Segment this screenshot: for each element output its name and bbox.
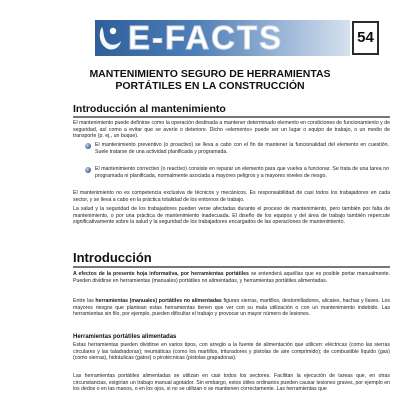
bold-term: herramientas (manuales) portátiles no alimentadas (95, 298, 222, 304)
section-divider (73, 266, 390, 268)
paragraph: La salud y la seguridad de los trabajadores pueden verse afectadas durante el proceso de mantenimiento, pero también por falta de mantenimiento, o por una práctica de mantenimiento inadecuada. El diseño de los equipos y del área de trabajo también repercute significativamente sobre la salud y la seguridad de los trabajadores encargados de las operaciones de mantenimiento. (73, 206, 390, 226)
paragraph (73, 298, 390, 326)
list-item-text: El mantenimiento preventivo (o proactivo) se lleva a cabo con el fin de mantener la funcionalidad del elemento en cuestión. Suele tratarse de una actividad planificada y programada. (95, 142, 389, 155)
title-line-1: MANTENIMIENTO SEGURO DE HERRAMIENTAS (89, 68, 331, 80)
paragraph-text: se entenderá aquéllas que es posible portar manualmente. Pueden dividirse en herramientas (manuales) portátiles no alimentadas, y herramientas portátiles alimentadas. (73, 271, 390, 284)
bullet-icon (85, 167, 91, 173)
section-divider (73, 116, 390, 118)
paragraph: Estas herramientas pueden dividirse en varios tipos, con arreglo a la fuente de alimentación que utilicen: eléctricas (como las sierras circulares y las taladradoras); neumáticas (como los martillos, trituradores y pistolas de aire comprimido); de combustible líquido (gas) (como sierras), hidráulicas (gatos) o pirotécnicas (pistolas grapadoras). (73, 342, 390, 362)
paragraph-text: Entre las (73, 298, 96, 304)
paragraph: El mantenimiento puede definirse como la operación destinada a mantener determinado elemento en condiciones de funcionamiento y de seguridad, así como a evitar que se averíe o deteriore. Dicho «elemento» puede ser un lugar o equipo de trabajo, o un medio de transporte (p. ej., un buque). (73, 120, 390, 140)
list-item (85, 166, 389, 187)
paragraph: Las herramientas portátiles alimentadas se utilizan en casi todos los sectores. Facilitan la ejecución de tareas que, en otras circunstancias, exigirían un trabajo manual agotador. Sin embargo, estos útiles ordinarios pueden causar lesiones graves, por ejemplo en los dedos o en las manos, o en los ojos, si no se utilizan o se mantienen correctamente. Las herramientas que (73, 373, 390, 393)
paragraph: El mantenimiento no es competencia exclusiva de técnicos y mecánicos. Es responsabilidad de casi todos los trabajadores en cada sector, y se lleva a cabo en la práctica totalidad de los entornos de trabajo. (73, 190, 390, 203)
section-heading-introduccion: Introducción (73, 250, 152, 265)
section-heading-mantenimiento: Introducción al mantenimiento (73, 103, 226, 115)
brand-title: E-FACTS (128, 19, 284, 56)
subheading: Herramientas portátiles alimentadas (73, 334, 177, 340)
issue-number-badge: 54 (352, 21, 379, 55)
list-item (85, 142, 389, 163)
bullet-icon (85, 143, 91, 149)
e-facts-logo-icon (96, 23, 124, 53)
paragraph-text: figuran sierras, martillos, destornilladores, alicates, hachas y llaves. Los mayores riesgos que plantean estas herramientas tienen que ver con su mala utilización o con un mantenimiento indebido. Las herramientas sin filo, por ejemplo, pueden dificultar el trabajo y provocar un mayor número de lesiones. (73, 298, 390, 318)
list-item-text: El mantenimiento correctivo (o reactivo) consiste en reparar un elemento para que vuelva a funcionar. Se trata de una tarea no programada ni planificada, normalmente asociada a mayores peligros y a mayores niveles de riesgo. (95, 166, 389, 179)
document-title (60, 68, 360, 92)
bold-term: A efectos de la presente hoja informativa, por herramientas portátiles (73, 271, 249, 277)
paragraph (73, 271, 390, 292)
title-line-2: PORTÁTILES EN LA CONSTRUCCIÓN (115, 80, 305, 92)
